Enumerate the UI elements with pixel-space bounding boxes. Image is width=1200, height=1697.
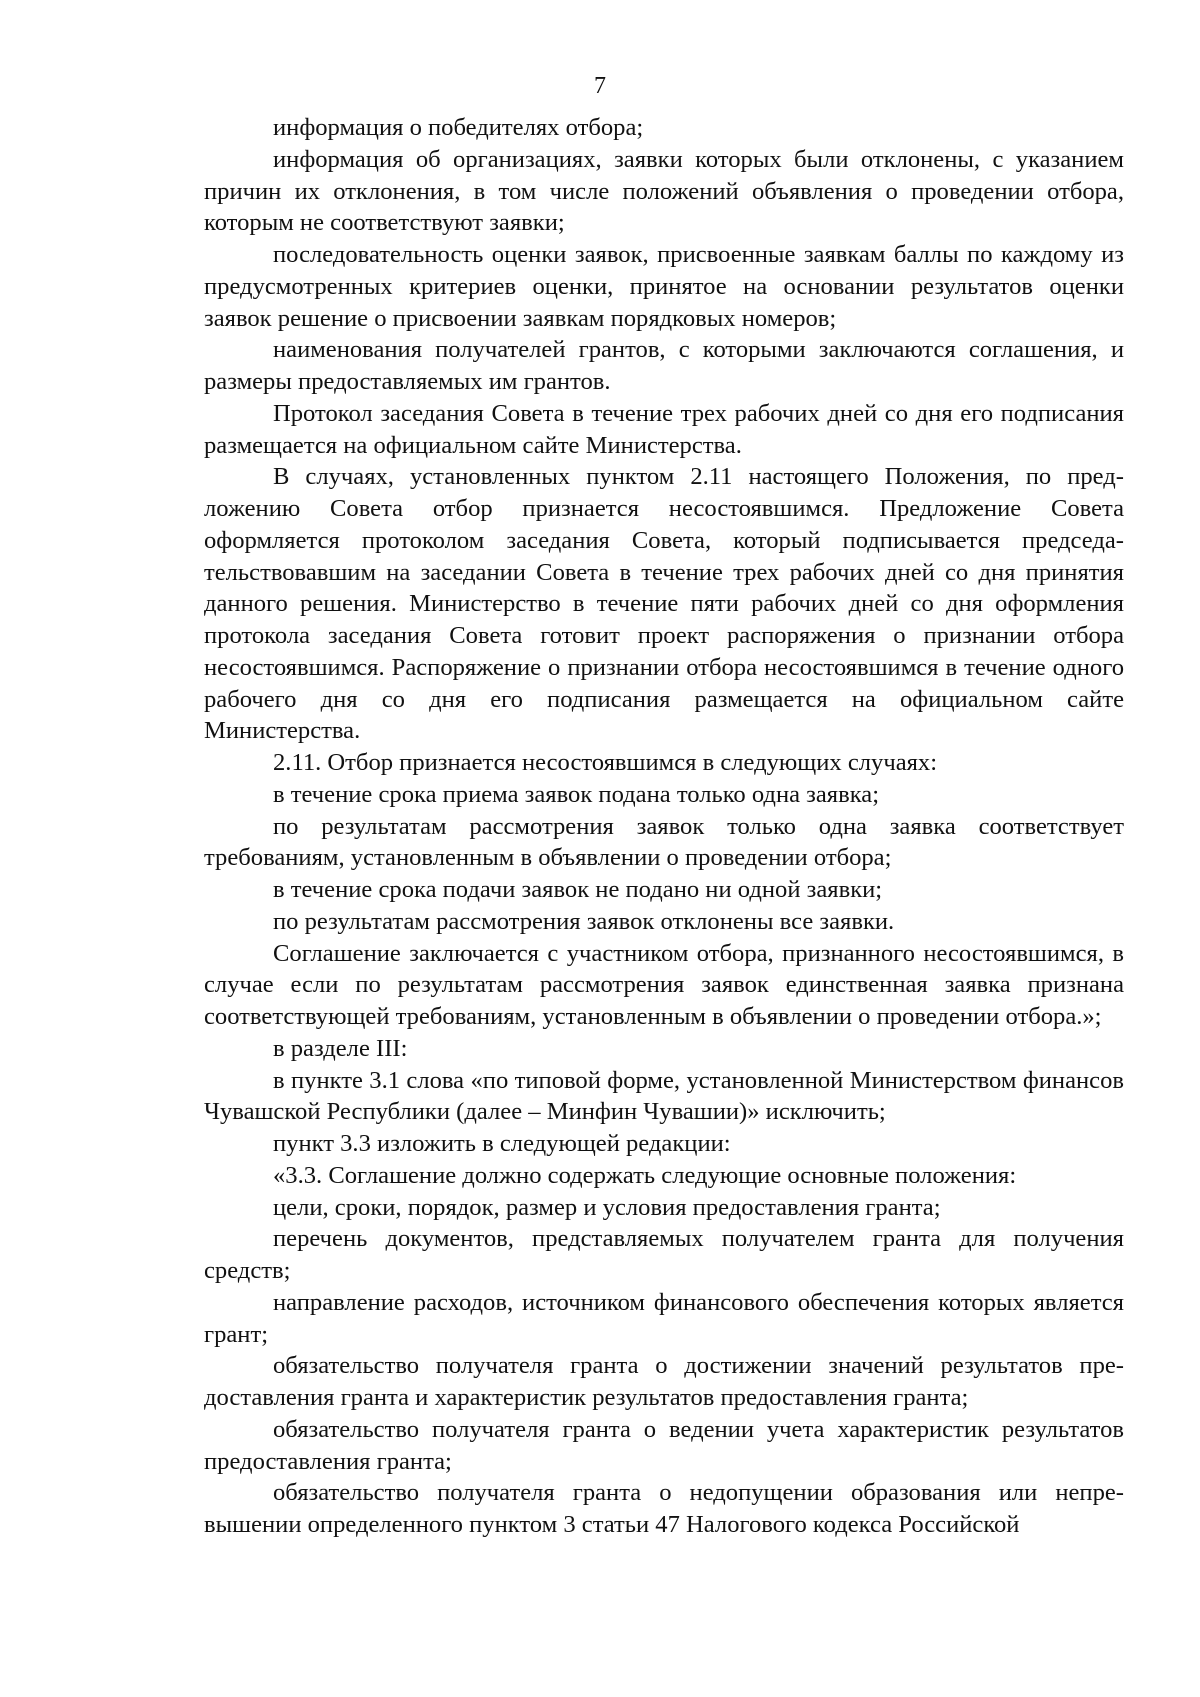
- paragraph: обязательство получателя гранта о недопущении образования или непревышении определенного пунктом 3 статьи 47 Налогового кодекса Российской: [204, 1479, 1124, 1538]
- paragraph: информация о победителях отбора;: [273, 114, 644, 141]
- paragraph: пункт 3.3 изложить в следующей редакции:: [273, 1130, 731, 1157]
- document-body: [204, 112, 1124, 1541]
- paragraph: В случаях, установленных пунктом 2.11 настоящего Положения, по предложению Совета отбор признается несостоявшимся. Предложение Совета оформляется протоколом заседания Совета, который подписывается председательствовавшим на заседании Совета в течение трех рабочих дней со дня принятия данного решения. Министерство в течение пяти рабочих дней со дня оформления протокола заседания Совета готовит проект распоряжения о признании отбора несостоявшимся. Распоряжение о признании отбора несостоявшимся в течение одного рабочего дня со дня его подписания размещается на официальном сайте Министерства.: [204, 463, 1124, 745]
- paragraph: 2.11. Отбор признается несостоявшимся в следующих случаях:: [273, 749, 938, 776]
- paragraph: обязательство получателя гранта о ведении учета характеристик результатов предоставления гранта;: [204, 1415, 1124, 1475]
- paragraph: информация об организациях, заявки которых были отклонены, с указанием причин их отклонения, в том числе положений объявления о проведении отбора, которым не соответствуют заявки;: [204, 145, 1124, 237]
- paragraph: Соглашение заключается с участником отбора, признанного несостоявшимся, в случае если по результатам рассмотрения заявок единственная заявка признана соответствующей требованиям, установленным в объявлении о проведении отбора.»;: [204, 939, 1124, 1030]
- paragraph: по результатам рассмотрения заявок только одна заявка соответствует требованиям, установленным в объявлении о проведении отбора;: [204, 812, 1124, 872]
- paragraph: Протокол заседания Совета в течение трех рабочих дней со дня его подписания размещается на официальном сайте Министерства.: [204, 399, 1124, 459]
- paragraph: направление расходов, источником финансового обеспечения которых является грант;: [204, 1288, 1124, 1348]
- paragraph: перечень документов, представляемых получателем гранта для получения средств;: [204, 1225, 1124, 1284]
- paragraph: в течение срока подачи заявок не подано ни одной заявки;: [273, 876, 883, 903]
- paragraph: наименования получателей грантов, с которыми заключаются соглашения, и размеры предоставляемых им грантов.: [204, 336, 1124, 395]
- paragraph: в пункте 3.1 слова «по типовой форме, установленной Министерством финансов Чувашской Республики (далее – Минфин Чувашии)» исключить;: [204, 1066, 1124, 1126]
- paragraph: обязательство получателя гранта о достижении значений результатов предоставления гранта и характеристик результатов предоставления гранта;: [204, 1352, 1124, 1411]
- paragraph: по результатам рассмотрения заявок отклонены все заявки.: [273, 907, 895, 935]
- paragraph: цели, сроки, порядок, размер и условия предоставления гранта;: [273, 1193, 941, 1221]
- paragraph: в разделе III:: [273, 1034, 408, 1062]
- paragraph: последовательность оценки заявок, присвоенные заявкам баллы по каждому из предусмотренных критериев оценки, принятое на основании результатов оценки заявок решение о присвоении заявкам порядковых номеров;: [204, 241, 1124, 332]
- page-number: 7: [594, 73, 606, 99]
- paragraph: в течение срока приема заявок подана только одна заявка;: [273, 780, 880, 808]
- paragraph: «3.3. Соглашение должно содержать следующие основные положения:: [273, 1161, 1017, 1189]
